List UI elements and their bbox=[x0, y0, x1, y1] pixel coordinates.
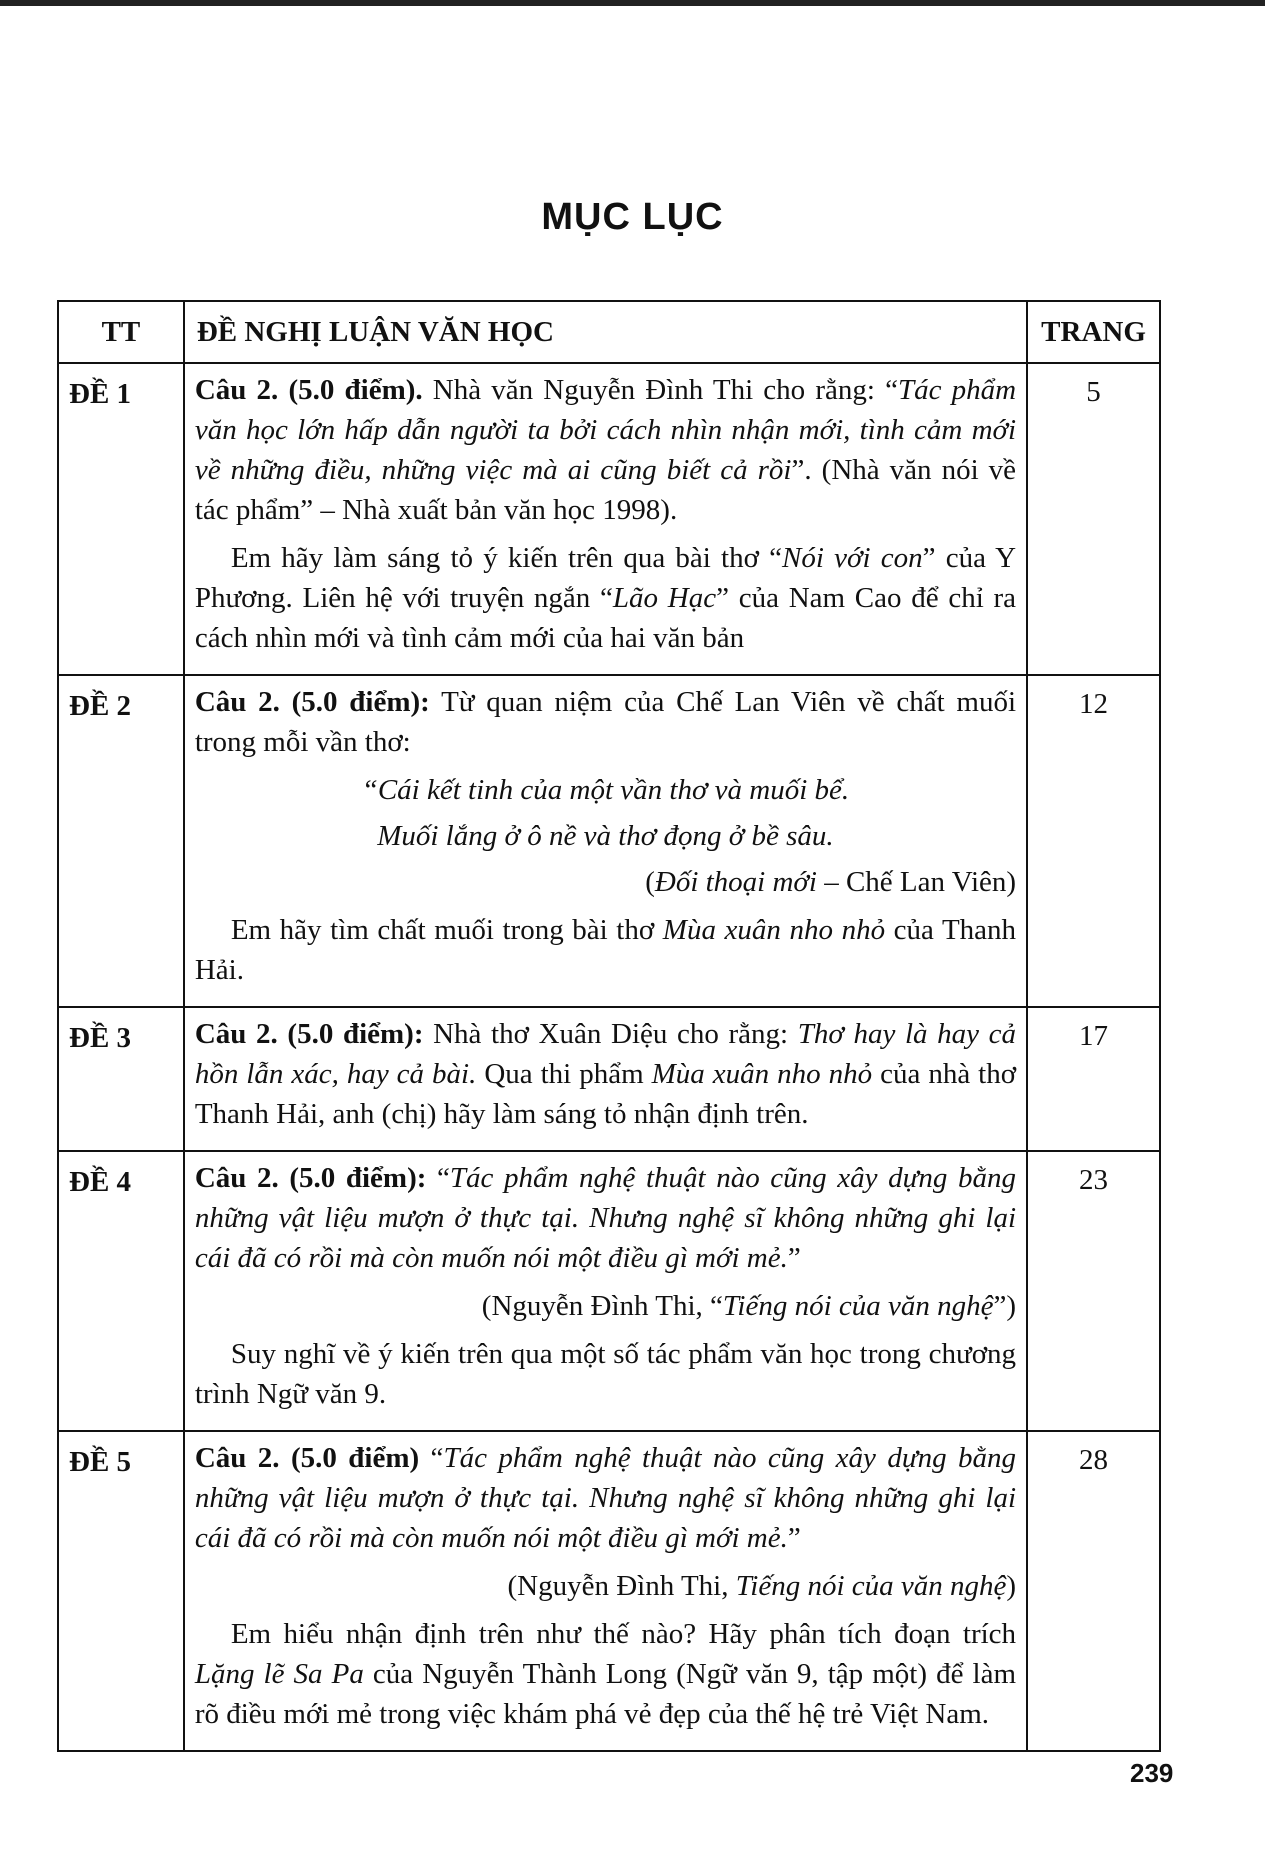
content-paragraph bbox=[195, 682, 1016, 762]
text-segment: ( bbox=[645, 866, 655, 898]
question-label: Câu 2. (5.0 điểm): bbox=[194, 1018, 424, 1050]
text-segment: Em hiểu nhận định trên như thế nào? Hãy phân tích đoạn trích bbox=[230, 1618, 1017, 1650]
text-segment: của Nguyễn Thành Long (Ngữ văn 9, tập một) để làm rõ điều mới mẻ trong việc khám phá vẻ đẹp của thế hệ trẻ Việt Nam. bbox=[194, 1658, 1017, 1730]
row-content bbox=[184, 1151, 1027, 1431]
table-row bbox=[58, 1431, 1160, 1751]
text-segment: “ bbox=[426, 1162, 450, 1194]
text-segment: Nhà văn Nguyễn Đình Thi cho rằng: “ bbox=[422, 374, 898, 406]
question-label: Câu 2. (5.0 điểm) bbox=[194, 1442, 420, 1474]
text-segment: ” của Y Phương. Liên hệ với truyện ngắn “ bbox=[194, 542, 1017, 614]
text-segment: Suy nghĩ về ý kiến trên qua một số tác phẩm văn học trong chương trình Ngữ văn 9. bbox=[194, 1338, 1017, 1410]
table-row bbox=[58, 1007, 1160, 1151]
content-paragraph bbox=[195, 1614, 1016, 1734]
text-segment: ” của Nam Cao để chỉ ra cách nhìn mới và tình cảm mới của hai văn bản bbox=[194, 582, 1017, 654]
quoted-text: Đối thoại mới bbox=[654, 866, 817, 898]
content-paragraph bbox=[195, 538, 1016, 658]
text-segment: ) bbox=[1006, 1570, 1017, 1602]
content-paragraph bbox=[195, 1334, 1016, 1414]
text-segment: Từ quan niệm của Chế Lan Viên về chất muối trong mỗi vần thơ: bbox=[194, 686, 1017, 758]
text-segment: (Nguyễn Đình Thi, bbox=[507, 1570, 736, 1602]
quoted-text: Nói với con bbox=[782, 542, 923, 574]
quoted-text: Lão Hạc bbox=[612, 582, 717, 614]
header-tt: TT bbox=[58, 301, 184, 363]
text-segment: của nhà thơ Thanh Hải, anh (chị) hãy làm sáng tỏ nhận định trên. bbox=[194, 1058, 1017, 1130]
header-page: TRANG bbox=[1027, 301, 1160, 363]
content-paragraph bbox=[195, 1566, 1016, 1606]
content-paragraph bbox=[195, 1438, 1016, 1558]
row-page: 17 bbox=[1027, 1007, 1160, 1151]
row-content bbox=[184, 675, 1027, 1007]
quoted-text: Lặng lẽ Sa Pa bbox=[194, 1658, 364, 1690]
question-label: Câu 2. (5.0 điểm): bbox=[194, 1162, 427, 1194]
content-paragraph bbox=[195, 370, 1016, 530]
row-id: ĐỀ 2 bbox=[58, 675, 184, 1007]
header-topic: ĐỀ NGHỊ LUẬN VĂN HỌC bbox=[184, 301, 1027, 363]
quoted-text: Tiếng nói của văn nghệ bbox=[722, 1290, 994, 1322]
text-segment: ” bbox=[787, 1242, 801, 1274]
content-paragraph bbox=[195, 1158, 1016, 1278]
quoted-text: Tiếng nói của văn nghệ bbox=[735, 1570, 1007, 1602]
quoted-text: “Cái kết tinh của một vần thơ và muối bể. bbox=[361, 774, 850, 806]
row-id: ĐỀ 5 bbox=[58, 1431, 184, 1751]
row-page: 12 bbox=[1027, 675, 1160, 1007]
table-row bbox=[58, 1151, 1160, 1431]
quoted-text: Tác phẩm nghệ thuật nào cũng xây dựng bằng những vật liệu mượn ở thực tại. Nhưng nghệ sĩ không những ghi lại cái đã có rồi mà còn muốn nói một điều gì mới mẻ. bbox=[194, 1442, 1017, 1554]
quoted-text: Tác phẩm văn học lớn hấp dẫn người ta bởi cách nhìn nhận mới, tình cảm mới về những điều, những việc mà ai cũng biết cả rồi bbox=[194, 374, 1017, 486]
content-paragraph bbox=[195, 862, 1016, 902]
quoted-text: Mùa xuân nho nhỏ bbox=[651, 1058, 873, 1090]
content-paragraph bbox=[195, 816, 1016, 856]
row-page: 5 bbox=[1027, 363, 1160, 675]
content-paragraph bbox=[195, 910, 1016, 990]
table-row bbox=[58, 675, 1160, 1007]
text-segment: Em hãy làm sáng tỏ ý kiến trên qua bài thơ “ bbox=[230, 542, 783, 574]
row-page: 28 bbox=[1027, 1431, 1160, 1751]
row-content bbox=[184, 1007, 1027, 1151]
page-title: MỤC LỤC bbox=[541, 196, 724, 238]
content-paragraph bbox=[195, 1286, 1016, 1326]
quoted-text: Mùa xuân nho nhỏ bbox=[662, 914, 886, 946]
quoted-text: Tác phẩm nghệ thuật nào cũng xây dựng bằng những vật liệu mượn ở thực tại. Nhưng nghệ sĩ không những ghi lại cái đã có rồi mà còn muốn nói một điều gì mới mẻ. bbox=[194, 1162, 1017, 1274]
quoted-text: Muối lắng ở ô nề và thơ đọng ở bề sâu. bbox=[377, 820, 834, 852]
row-content bbox=[184, 1431, 1027, 1751]
row-page: 23 bbox=[1027, 1151, 1160, 1431]
text-segment: Nhà thơ Xuân Diệu cho rằng: bbox=[423, 1018, 798, 1050]
question-label: Câu 2. (5.0 điểm). bbox=[194, 374, 423, 406]
question-label: Câu 2. (5.0 điểm): bbox=[194, 686, 430, 718]
row-content bbox=[184, 363, 1027, 675]
content-paragraph bbox=[195, 770, 1016, 810]
text-segment: “ bbox=[419, 1442, 444, 1474]
table-header-row bbox=[58, 301, 1160, 363]
table-row bbox=[58, 363, 1160, 675]
text-segment: Qua thi phẩm bbox=[476, 1058, 652, 1090]
text-segment: (Nguyễn Đình Thi, “ bbox=[481, 1290, 723, 1322]
text-segment: ” bbox=[787, 1522, 801, 1554]
row-id: ĐỀ 4 bbox=[58, 1151, 184, 1431]
text-segment: Em hãy tìm chất muối trong bài thơ bbox=[230, 914, 663, 946]
scan-edge bbox=[0, 0, 1265, 6]
content-paragraph bbox=[195, 1014, 1016, 1134]
text-segment: của Thanh Hải. bbox=[194, 914, 1017, 986]
row-id: ĐỀ 1 bbox=[58, 363, 184, 675]
text-segment: – Chế Lan Viên) bbox=[816, 866, 1017, 898]
page-number: 239 bbox=[1130, 1758, 1174, 1788]
contents-table bbox=[57, 300, 1161, 1752]
text-segment: ”) bbox=[993, 1290, 1017, 1322]
row-id: ĐỀ 3 bbox=[58, 1007, 184, 1151]
quoted-text: Thơ hay là hay cả hồn lẫn xác, hay cả bài. bbox=[194, 1018, 1017, 1090]
text-segment: ”. (Nhà văn nói về tác phẩm” – Nhà xuất bản văn học 1998). bbox=[194, 454, 1017, 526]
